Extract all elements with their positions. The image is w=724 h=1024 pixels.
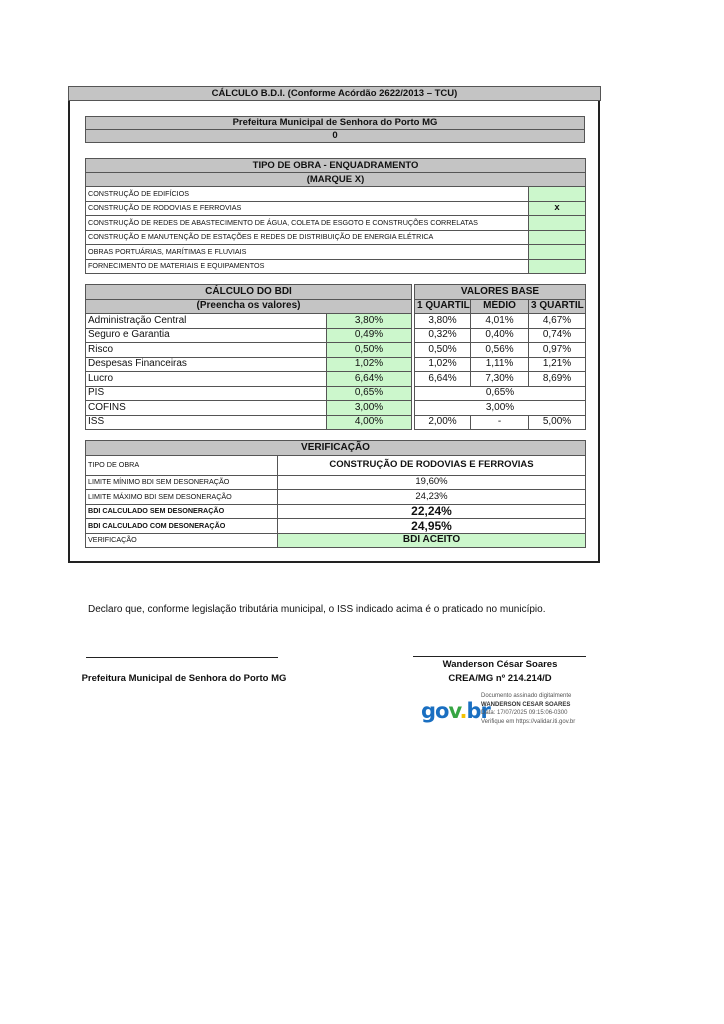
govbr-logo-g: g [421, 699, 436, 723]
verification-max-limit: 24,23% [278, 490, 586, 505]
govbr-logo-o: o [435, 699, 449, 723]
verification-min-limit: 19,60% [278, 475, 586, 490]
work-type-mark-input[interactable]: x [529, 201, 586, 216]
base-row-iss [415, 415, 586, 430]
base-cell: 8,69% [529, 372, 586, 387]
base-cell: 0,56% [471, 343, 529, 358]
verification-label: LIMITE MÍNIMO BDI SEM DESONERAÇÃO [86, 475, 278, 490]
work-type-mark-input[interactable] [529, 245, 586, 260]
bdi-row [86, 314, 412, 329]
stamp-verify-link[interactable]: Verifique em https://validar.iti.gov.br [481, 718, 576, 725]
work-type-title: TIPO DE OBRA - ENQUADRAMENTO [86, 159, 586, 173]
work-type-label: CONSTRUÇÃO E MANUTENÇÃO DE ESTAÇÕES E REDES DE DISTRIBUIÇÃO DE ENERGIA ELÉTRICA [86, 230, 529, 245]
bdi-value-input[interactable]: 6,64% [327, 372, 412, 387]
verification-row [86, 504, 586, 519]
bdi-label: Lucro [86, 372, 327, 387]
base-row [415, 343, 586, 358]
work-type-mark-input[interactable] [529, 216, 586, 231]
base-row-pis [415, 386, 586, 401]
work-type-row [86, 259, 586, 274]
bdi-value-input[interactable]: 0,49% [327, 328, 412, 343]
base-values-table [414, 284, 586, 430]
verification-row [86, 519, 586, 534]
verification-work-type: CONSTRUÇÃO DE RODOVIAS E FERROVIAS [278, 455, 586, 475]
base-values-title: VALORES BASE [415, 285, 586, 300]
base-row-cofins [415, 401, 586, 416]
signature-name-left: Prefeitura Municipal de Senhora do Porto MG [81, 673, 287, 684]
base-cell: 6,64% [415, 372, 471, 387]
base-cell: 4,01% [471, 314, 529, 329]
verification-row [86, 490, 586, 505]
bdi-value-input[interactable]: 1,02% [327, 357, 412, 372]
stamp-date: Data: 17/07/2025 09:15:06-0300 [481, 710, 568, 716]
bdi-row [86, 328, 412, 343]
bdi-label: Despesas Financeiras [86, 357, 327, 372]
work-type-label: OBRAS PORTUÁRIAS, MARÍTIMAS E FLUVIAIS [86, 245, 529, 260]
signature-name-right: Wanderson César Soares [442, 659, 558, 670]
work-type-mark-input[interactable] [529, 259, 586, 274]
work-type-row [86, 201, 586, 216]
verification-label: VERIFICAÇÃO [86, 533, 278, 548]
work-type-mark-input[interactable] [529, 230, 586, 245]
work-type-row [86, 245, 586, 260]
work-type-row [86, 187, 586, 202]
verification-label: BDI CALCULADO COM DESONERAÇÃO [86, 519, 278, 534]
base-cell: 2,00% [415, 415, 471, 430]
bdi-label: Risco [86, 343, 327, 358]
verification-label: TIPO DE OBRA [86, 455, 278, 475]
bdi-label: Seguro e Garantia [86, 328, 327, 343]
bdi-value-input[interactable]: 0,50% [327, 343, 412, 358]
base-cell: 4,67% [529, 314, 586, 329]
verification-status-badge: BDI ACEITO [278, 533, 586, 548]
bdi-row [86, 372, 412, 387]
govbr-logo-br: br [466, 699, 490, 723]
base-cell: 0,40% [471, 328, 529, 343]
verification-row [86, 533, 586, 548]
base-row [415, 372, 586, 387]
signature-line-left [86, 657, 278, 658]
base-cell: 0,97% [529, 343, 586, 358]
work-type-label: CONSTRUÇÃO DE EDIFÍCIOS [86, 187, 529, 202]
base-row [415, 314, 586, 329]
bdi-calc-subtitle: (Preencha os valores) [86, 299, 412, 314]
bdi-row [86, 401, 412, 416]
verification-table [85, 440, 586, 548]
column-header-q3: 3 QUARTIL [529, 299, 586, 314]
entity-code: 0 [86, 130, 585, 143]
govbr-logo [421, 699, 490, 723]
bdi-row [86, 415, 412, 430]
base-cell: 1,02% [415, 357, 471, 372]
base-cell: 3,80% [415, 314, 471, 329]
verification-row [86, 455, 586, 475]
work-type-row [86, 216, 586, 231]
base-cell: 0,32% [415, 328, 471, 343]
work-type-row [86, 230, 586, 245]
base-row [415, 357, 586, 372]
bdi-value-input[interactable]: 0,65% [327, 386, 412, 401]
work-type-subtitle: (MARQUE X) [86, 173, 586, 187]
bdi-without-relief: 22,24% [278, 504, 586, 519]
declaration-text: Declaro que, conforme legislação tributária municipal, o ISS indicado acima é o praticado no município. [88, 604, 546, 615]
bdi-calc-title: CÁLCULO DO BDI [86, 285, 412, 300]
bdi-value-input[interactable]: 4,00% [327, 415, 412, 430]
base-cell: 0,50% [415, 343, 471, 358]
bdi-row [86, 343, 412, 358]
verification-label: BDI CALCULADO SEM DESONERAÇÃO [86, 504, 278, 519]
entity-name: Prefeitura Municipal de Senhora do Porto MG [86, 117, 585, 130]
bdi-row [86, 357, 412, 372]
verification-title: VERIFICAÇÃO [86, 441, 586, 456]
column-header-medio: MÉDIO [471, 299, 529, 314]
govbr-logo-dot: . [459, 699, 467, 723]
bdi-row [86, 386, 412, 401]
base-cell: 7,30% [471, 372, 529, 387]
base-cell: 0,74% [529, 328, 586, 343]
work-type-label: CONSTRUÇÃO DE RODOVIAS E FERROVIAS [86, 201, 529, 216]
work-type-label: FORNECIMENTO DE MATERIAIS E EQUIPAMENTOS [86, 259, 529, 274]
base-row [415, 328, 586, 343]
bdi-label: PIS [86, 386, 327, 401]
stamp-signer: WANDERSON CESAR SOARES [481, 701, 571, 708]
document-title: CÁLCULO B.D.I. (Conforme Acórdão 2622/2013 – TCU) [68, 86, 601, 101]
base-cell-cofins: 3,00% [415, 401, 586, 416]
base-cell: 1,21% [529, 357, 586, 372]
bdi-calc-table [85, 284, 412, 430]
work-type-table [85, 158, 586, 274]
bdi-value-input[interactable]: 3,00% [327, 401, 412, 416]
work-type-label: CONSTRUÇÃO DE REDES DE ABASTECIMENTO DE ÁGUA, COLETA DE ESGOTO E CONSTRUÇÕES CORRELATAS [86, 216, 529, 231]
work-type-mark-input[interactable] [529, 187, 586, 202]
verification-label: LIMITE MÁXIMO BDI SEM DESONERAÇÃO [86, 490, 278, 505]
entity-table [85, 116, 585, 143]
bdi-with-relief: 24,95% [278, 519, 586, 534]
signature-line-right [413, 656, 586, 657]
bdi-label: Administração Central [86, 314, 327, 329]
digital-signature-stamp [481, 692, 575, 726]
stamp-line1: Documento assinado digitalmente [481, 693, 572, 699]
signature-registration: CREA/MG nº 214.214/D [448, 673, 552, 684]
govbr-logo-v: v [448, 699, 460, 723]
base-cell: 1,11% [471, 357, 529, 372]
base-cell: 5,00% [529, 415, 586, 430]
base-cell: - [471, 415, 529, 430]
bdi-label: ISS [86, 415, 327, 430]
bdi-value-input[interactable]: 3,80% [327, 314, 412, 329]
verification-row [86, 475, 586, 490]
base-cell-pis: 0,65% [415, 386, 586, 401]
column-header-q1: 1 QUARTIL [415, 299, 471, 314]
bdi-label: COFINS [86, 401, 327, 416]
